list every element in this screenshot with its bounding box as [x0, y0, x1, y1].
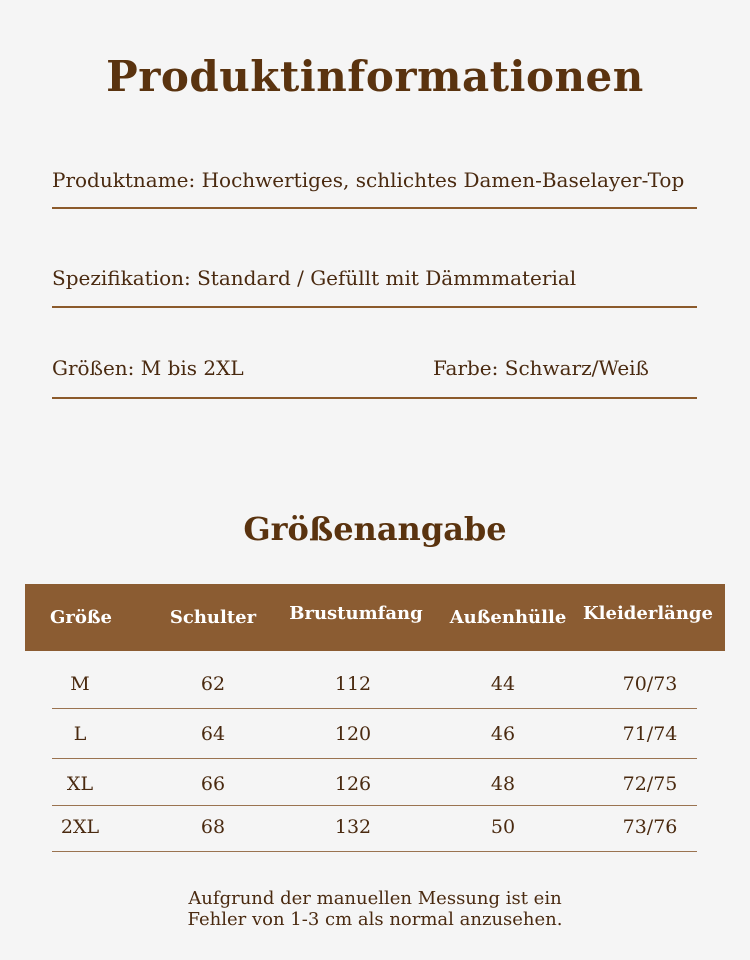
cell-chest: 126: [334, 773, 372, 795]
specification: Spezifikation: Standard / Gefüllt mit Dämmmaterial: [52, 266, 577, 290]
cell-shoulder: 62: [200, 673, 226, 695]
cell-outer: 46: [490, 723, 516, 745]
cell-size: 2XL: [60, 816, 100, 838]
header-chest: Brustumfang: [289, 603, 423, 624]
cell-size: L: [73, 723, 87, 745]
row-divider: [52, 708, 697, 709]
cell-chest: 112: [334, 673, 372, 695]
cell-shoulder: 66: [200, 773, 226, 795]
cell-outer: 48: [490, 773, 516, 795]
header-length: Kleiderlänge: [583, 603, 713, 624]
divider: [52, 397, 697, 399]
note-line-2: Fehler von 1-3 cm als normal anzusehen.: [187, 909, 563, 930]
row-divider: [52, 758, 697, 759]
cell-chest: 120: [334, 723, 372, 745]
cell-length: 71/74: [622, 723, 678, 745]
header-size: Größe: [50, 607, 112, 628]
measurement-note: [0, 888, 750, 930]
row-divider: [52, 851, 697, 852]
cell-shoulder: 64: [200, 723, 226, 745]
sizes-info: Größen: M bis 2XL: [52, 356, 244, 380]
cell-length: 72/75: [622, 773, 678, 795]
cell-size: XL: [66, 773, 94, 795]
cell-outer: 50: [490, 816, 516, 838]
divider: [52, 207, 697, 209]
cell-length: 70/73: [622, 673, 678, 695]
cell-outer: 44: [490, 673, 516, 695]
sizes-color-row: [52, 356, 697, 380]
cell-size: M: [70, 673, 90, 695]
cell-length: 73/76: [622, 816, 678, 838]
cell-shoulder: 68: [200, 816, 226, 838]
size-chart-title: Größenangabe: [243, 510, 507, 548]
row-divider: [52, 805, 697, 806]
divider: [52, 306, 697, 308]
header-shoulder: Schulter: [169, 607, 257, 628]
size-table-header: [25, 584, 725, 651]
product-name: Produktname: Hochwertiges, schlichtes Damen-Baselayer-Top: [52, 168, 685, 192]
note-line-1: Aufgrund der manuellen Messung ist ein: [188, 888, 562, 909]
cell-chest: 132: [334, 816, 372, 838]
header-outer: Außenhülle: [449, 607, 567, 628]
page-title: Produktinformationen: [106, 52, 644, 101]
color-info: Farbe: Schwarz/Weiß: [433, 356, 649, 380]
